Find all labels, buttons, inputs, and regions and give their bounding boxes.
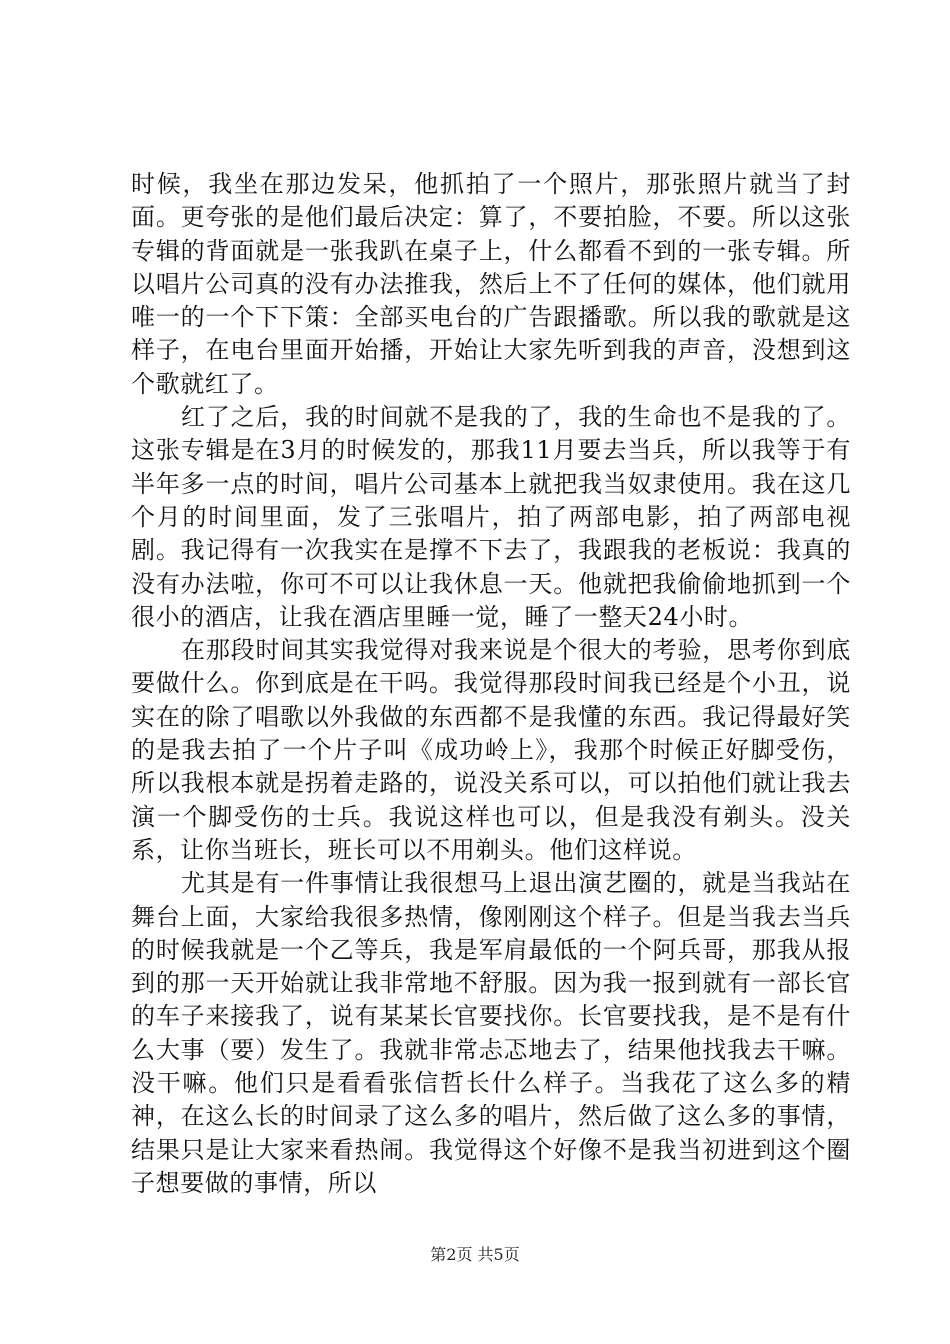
paragraph-3: 在那段时间其实我觉得对我来说是个很大的考验，思考你到底要做什么。你到底是在干吗。我觉得那段时间我已经是个小丑，说实在的除了唱歌以外我做的东西都不是我懂的东西。我记得最好笑的是我去拍了一个片子叫《成功岭上》，我那个时候正好脚受伤，所以我根本就是拐着走路的，说没关系可以，可以拍他们就让我去演一个脚受伤的士兵。我说这样也可以，但是我没有剃头。没关系，让你当班长，班长可以不用剃头。他们这样说。 — [131, 636, 851, 864]
document-body — [131, 168, 851, 1200]
paragraph-2: 红了之后，我的时间就不是我的了，我的生命也不是我的了。这张专辑是在3月的时候发的，那我11月要去当兵，所以我等于有半年多一点的时间，唱片公司基本上就把我当奴隶使用。我在这几个月的时间里面，发了三张唱片，拍了两部电影，拍了两部电视剧。我记得有一次我实在是撑不下去了，我跟我的老板说：我真的没有办法啦，你可不可以让我休息一天。他就把我偷偷地抓到一个很小的酒店，让我在酒店里睡一觉，睡了一整天24小时。 — [131, 403, 851, 631]
paragraph-4: 尤其是有一件事情让我很想马上退出演艺圈的，就是当我站在舞台上面，大家给我很多热情，像刚刚这个样子。但是当我去当兵的时候我就是一个乙等兵，我是军肩最低的一个阿兵哥，那我从报到的那一天开始就让我非常地不舒服。因为我一报到就有一部长官的车子来接我了，说有某某长官要找你。长官要找我，是不是有什么大事（要）发生了。我就非常忐忑地去了，结果他找我去干嘛。没干嘛。他们只是看看张信哲长什么样子。当我花了这么多的精神，在这么长的时间录了这么多的唱片，然后做了这么多的事情，结果只是让大家来看热闹。我觉得这个好像不是我当初进到这个圈子想要做的事情，所以 — [131, 869, 851, 1197]
page-number-footer: 第2页 共5页 — [430, 1245, 520, 1264]
paragraph-1: 时候，我坐在那边发呆，他抓拍了一个照片，那张照片就当了封面。更夸张的是他们最后决定：算了，不要拍脸，不要。所以这张专辑的背面就是一张我趴在桌子上，什么都看不到的一张专辑。所以唱片公司真的没有办法推我，然后上不了任何的媒体，他们就用唯一的一个下下策：全部买电台的广告跟播歌。所以我的歌就是这样子，在电台里面开始播，开始让大家先听到我的声音，没想到这个歌就红了。 — [131, 170, 851, 398]
